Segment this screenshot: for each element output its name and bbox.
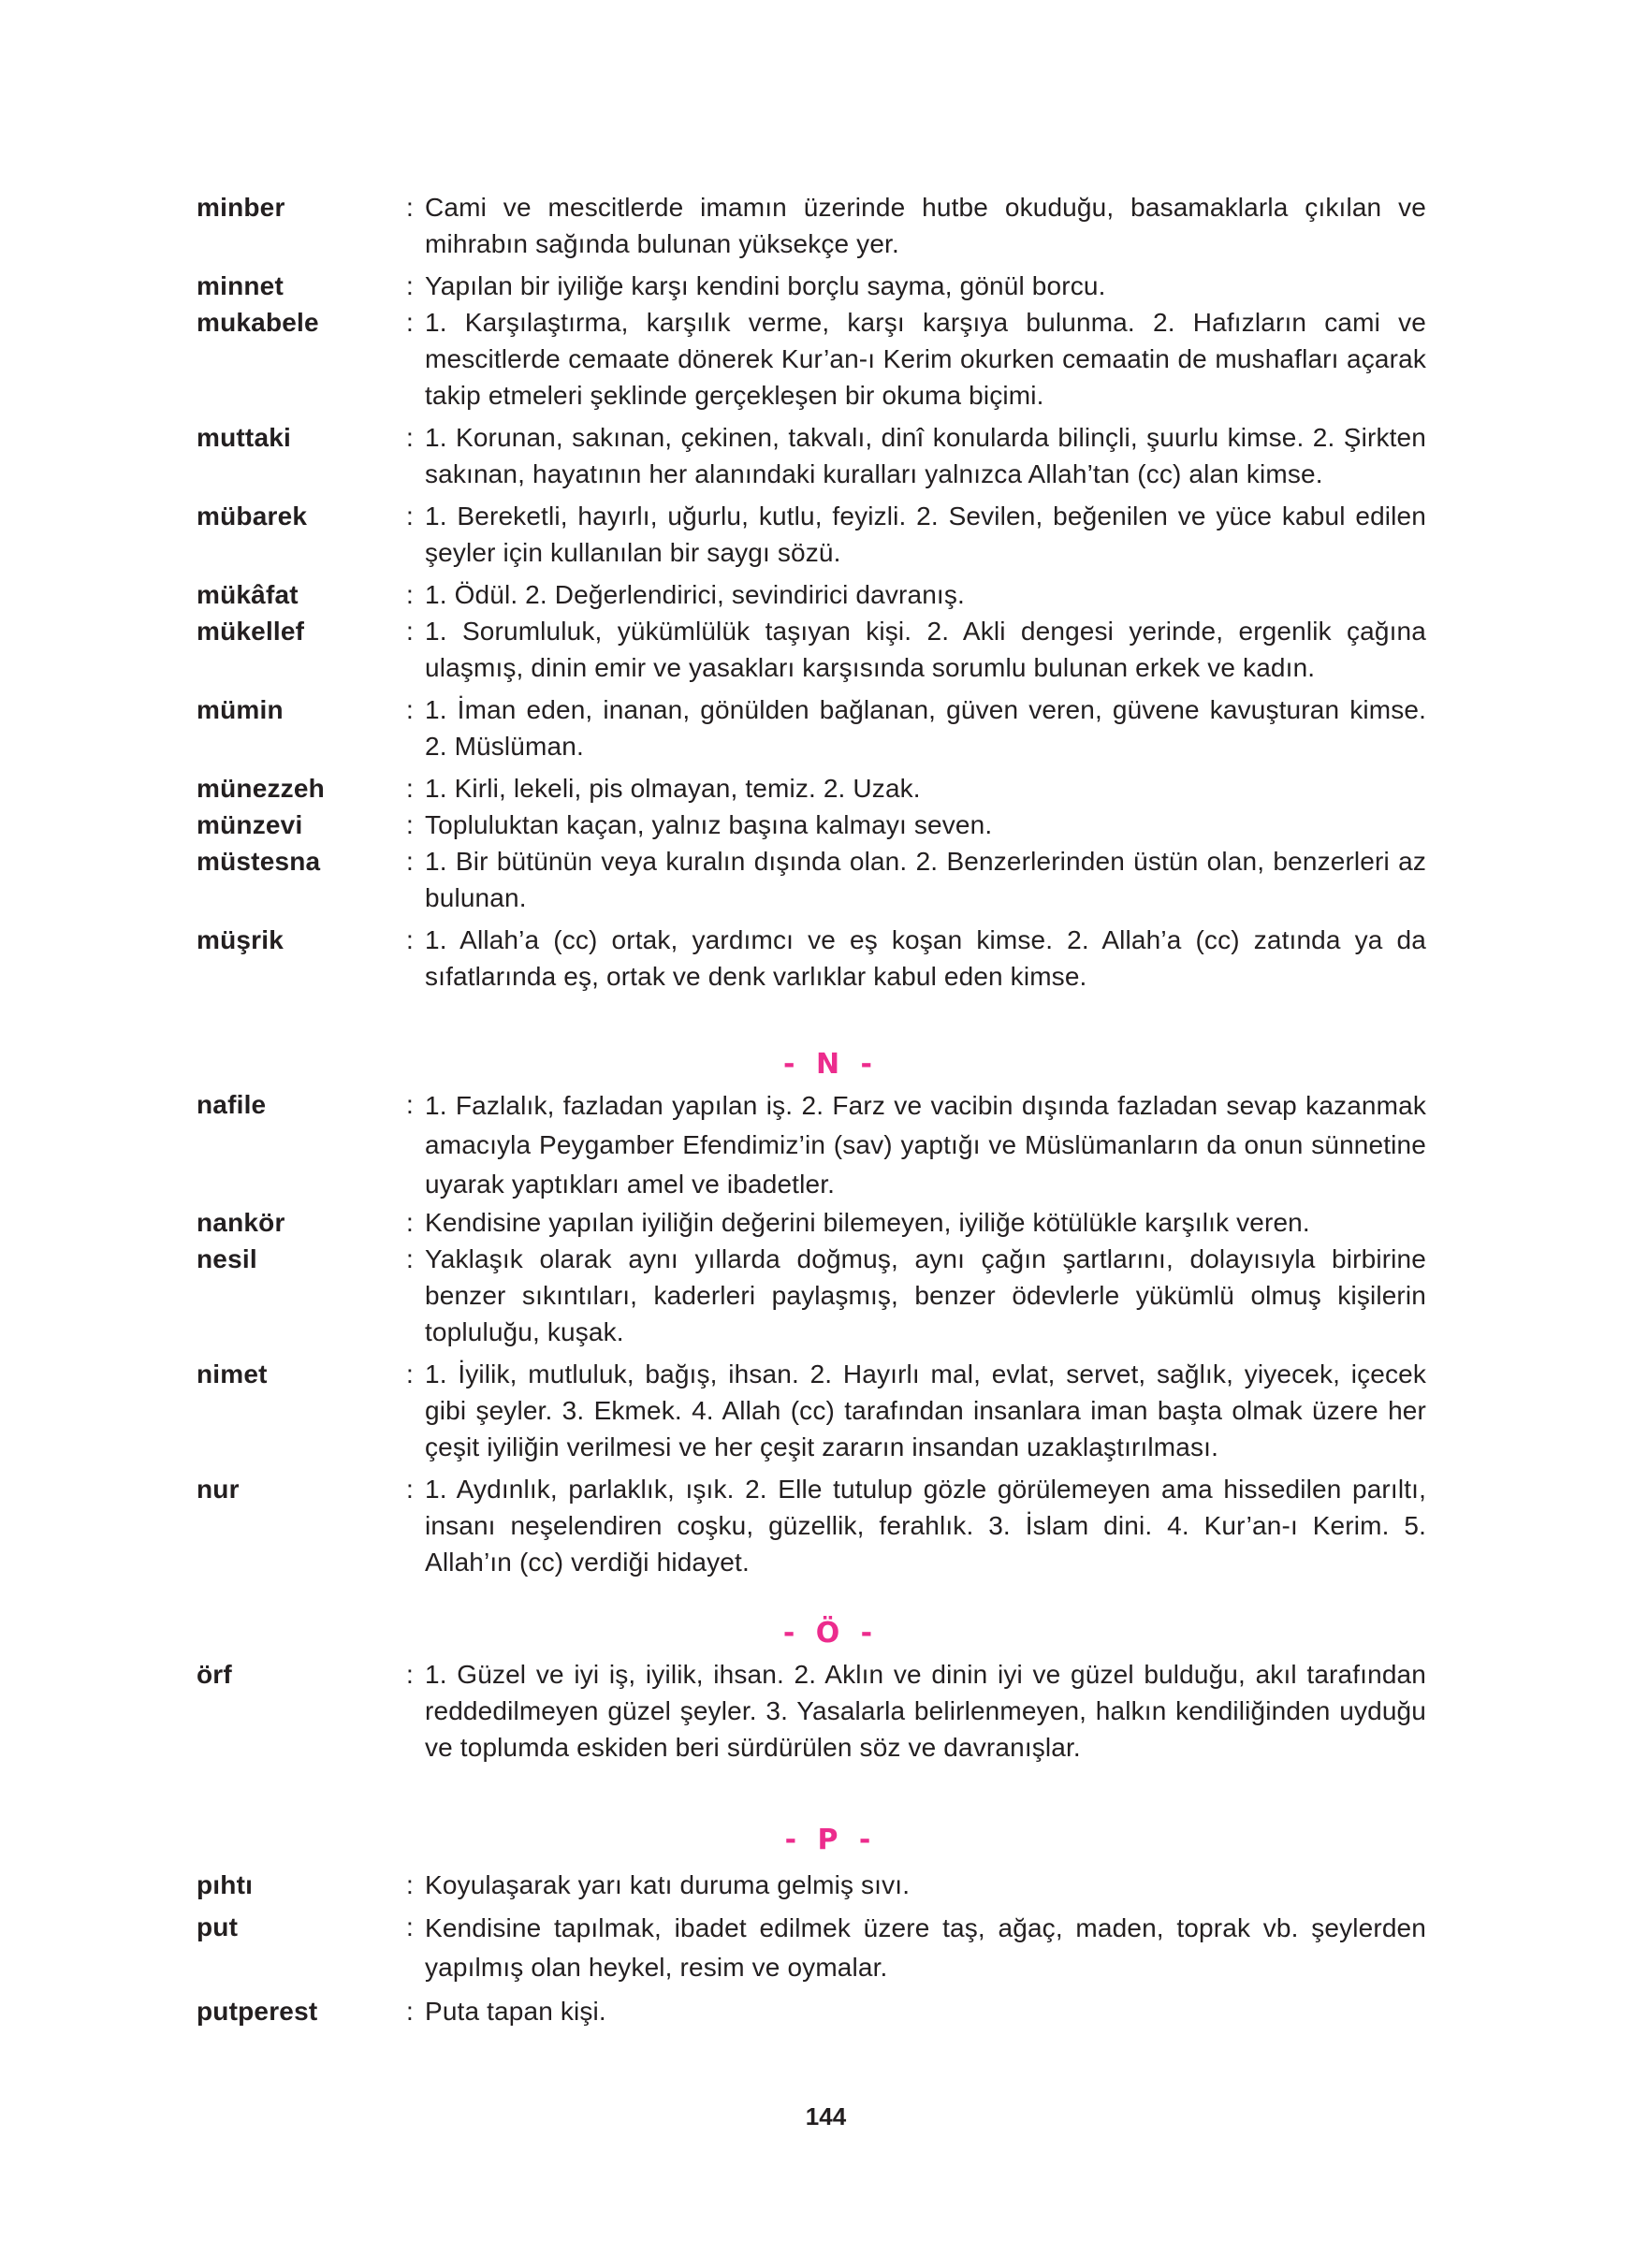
glossary-term: muttaki [197,423,291,452]
glossary-term: nur [197,1475,240,1504]
glossary-entry [0,1867,1633,1903]
glossary-entry [0,1909,1633,1987]
glossary-definition: : 1. Korunan, sakınan, çekinen, takvalı, dinî konularda bilinçli, şuurlu kimse. 2. Şirkten sakınan, hayatının her alanındaki kuralları yalnızca Allah’tan (cc) alan kimse. [406,419,1426,492]
glossary-entry [0,419,1633,492]
glossary-entry [0,576,1633,613]
glossary-definition: : 1. Allah’a (cc) ortak, yardımcı ve eş koşan kimse. 2. Allah’a (cc) zatında ya da sıfatlarında eş, ortak ve denk varlıklar kabul eden kimse. [406,922,1426,995]
definition-text: Kendisine yapılan iyiliğin değerini bilemeyen, iyiliğe kötülükle karşılık veren. [425,1208,1310,1237]
definition-text: 1. Aydınlık, parlaklık, ışık. 2. Elle tutulup gözle görülemeyen ama hissedilen parıltı, insanı neşelendiren coşku, güzellik, ferahlık. 3. İslam dini. 4. Kur’an-ı Kerim. 5. Allah’ın (cc) verdiği hidayet. [425,1475,1426,1577]
glossary-definition: : Yapılan bir iyiliğe karşı kendini borçlu sayma, gönül borcu. [406,268,1426,304]
definition-text: 1. Kirli, lekeli, pis olmayan, temiz. 2. Uzak. [425,774,921,803]
glossary-term: mümin [197,695,284,724]
glossary-definition: : Kendisine yapılan iyiliğin değerini bilemeyen, iyiliğe kötülükle karşılık veren. [406,1204,1426,1241]
definition-text: 1. Karşılaştırma, karşılık verme, karşı karşıya bulunma. 2. Hafızların cami ve mescitlerde cemaate dönerek Kur’an-ı Kerim okurken cemaatin de mushafları açarak takip etmeleri şeklinde gerçekleşen bir okuma biçimi. [425,308,1426,410]
definition-text: 1. Allah’a (cc) ortak, yardımcı ve eş koşan kimse. 2. Allah’a (cc) zatında ya da sıfatlarında eş, ortak ve denk varlıklar kabul eden kimse. [425,925,1426,991]
glossary-entry [0,304,1633,414]
glossary-entry [0,1086,1633,1204]
glossary-entry [0,770,1633,807]
glossary-term: nesil [197,1244,257,1273]
glossary-entry [0,807,1633,843]
glossary-term: mukabele [197,308,319,337]
glossary-term: müşrik [197,925,284,954]
definition-text: 1. Ödül. 2. Değerlendirici, sevindirici davranış. [425,580,965,609]
glossary-definition: : Cami ve mescitlerde imamın üzerinde hutbe okuduğu, basamaklarla çıkılan ve mihrabın sağında bulunan yüksekçe yer. [406,189,1426,262]
definition-text: Puta tapan kişi. [425,1997,606,2026]
glossary-entry [0,498,1633,571]
section-heading: - Ö - [782,1617,879,1650]
glossary-definition: : 1. İyilik, mutluluk, bağış, ihsan. 2. Hayırlı mal, evlat, servet, sağlık, yiyecek, içecek gibi şeyler. 3. Ekmek. 4. Allah (cc) tarafından insanlara iman başta olmak üzere her çeşit iyiliğin verilmesi ve her çeşit zararın insandan uzaklaştırılması. [406,1356,1426,1465]
glossary-entry [0,613,1633,686]
definition-text: Yaklaşık olarak aynı yıllarda doğmuş, aynı çağın şartlarını, dolayısıyla birbirine benzer sıkıntıları, kaderleri paylaşmış, benzer ödevlerle yükümlü olmuş kişilerin topluluğu, kuşak. [425,1244,1426,1346]
glossary-definition: : Topluluktan kaçan, yalnız başına kalmayı seven. [406,807,1426,843]
glossary-term: pıhtı [197,1870,254,1899]
definition-text: Topluluktan kaçan, yalnız başına kalmayı seven. [425,810,993,839]
glossary-entry [0,1993,1633,2029]
glossary-entry [0,1356,1633,1465]
definition-text: 1. Korunan, sakınan, çekinen, takvalı, dinî konularda bilinçli, şuurlu kimse. 2. Şirkten sakınan, hayatının her alanındaki kuralları yalnızca Allah’tan (cc) alan kimse. [425,423,1426,488]
glossary-term: münzevi [197,810,303,839]
section-heading: - P - [784,1824,877,1856]
glossary-definition: : 1. Karşılaştırma, karşılık verme, karşı karşıya bulunma. 2. Hafızların cami ve mescitlerde cemaate dönerek Kur’an-ı Kerim okurken cemaatin de mushafları açarak takip etmeleri şeklinde gerçekleşen bir okuma biçimi. [406,304,1426,414]
glossary-term: mükellef [197,617,305,646]
glossary-term: nafile [197,1090,267,1119]
glossary-definition: : 1. Sorumluluk, yükümlülük taşıyan kişi. 2. Akli dengesi yerinde, ergenlik çağına ulaşmış, dinin emir ve yasakları karşısında sorumlu bulunan erkek ve kadın. [406,613,1426,686]
definition-text: Kendisine tapılmak, ibadet edilmek üzere taş, ağaç, maden, toprak vb. şeylerden yapılmış olan heykel, resim ve oymalar. [425,1913,1426,1982]
glossary-term: örf [197,1660,232,1689]
glossary-section-m [0,189,1633,995]
glossary-term: put [197,1912,239,1941]
section-heading: - N - [783,1048,878,1081]
glossary-term: minnet [197,271,284,300]
glossary-definition: : Puta tapan kişi. [406,1993,1426,2029]
glossary-entry [0,691,1633,764]
glossary-entry [0,1241,1633,1350]
glossary-definition: : 1. Aydınlık, parlaklık, ışık. 2. Elle tutulup gözle görülemeyen ama hissedilen parıltı, insanı neşelendiren coşku, güzellik, ferahlık. 3. İslam dini. 4. Kur’an-ı Kerim. 5. Allah’ın (cc) verdiği hidayet. [406,1471,1426,1580]
glossary-term: minber [197,193,285,222]
glossary-term: mübarek [197,502,308,531]
definition-text: Koyulaşarak yarı katı duruma gelmiş sıvı. [425,1870,911,1899]
definition-text: Yapılan bir iyiliğe karşı kendini borçlu sayma, gönül borcu. [425,271,1106,300]
definition-text: Cami ve mescitlerde imamın üzerinde hutbe okuduğu, basamaklarla çıkılan ve mihrabın sağında bulunan yüksekçe yer. [425,193,1426,258]
glossary-definition: : 1. Ödül. 2. Değerlendirici, sevindirici davranış. [406,576,1426,613]
glossary-definition: : Yaklaşık olarak aynı yıllarda doğmuş, aynı çağın şartlarını, dolayısıyla birbirine benzer sıkıntıları, kaderleri paylaşmış, benzer ödevlerle yükümlü olmuş kişilerin topluluğu, kuşak. [406,1241,1426,1350]
glossary-term: nankör [197,1208,285,1237]
glossary-entry [0,268,1633,304]
glossary-section-p [0,1822,1633,2029]
page-number: 144 [805,2102,847,2130]
definition-text: 1. Bereketli, hayırlı, uğurlu, kutlu, feyizli. 2. Sevilen, beğenilen ve yüce kabul edilen şeyler için kullanılan bir saygı sözü. [425,502,1426,567]
glossary-entry [0,1656,1633,1766]
glossary-definition: : 1. Fazlalık, fazladan yapılan iş. 2. Farz ve vacibin dışında fazladan sevap kazanmak amacıyla Peygamber Efendimiz’in (sav) yaptığı ve Müslümanların da onun sünnetine uyarak yaptıkları amel ve ibadetler. [406,1086,1426,1204]
glossary-definition: : 1. Kirli, lekeli, pis olmayan, temiz. 2. Uzak. [406,770,1426,807]
definition-text: 1. Fazlalık, fazladan yapılan iş. 2. Farz ve vacibin dışında fazladan sevap kazanmak amacıyla Peygamber Efendimiz’in (sav) yaptığı ve Müslümanların da onun sünnetine uyarak yaptıkları amel ve ibadetler. [425,1091,1426,1199]
glossary-term: müstesna [197,847,321,876]
glossary-definition: : 1. Bereketli, hayırlı, uğurlu, kutlu, feyizli. 2. Sevilen, beğenilen ve yüce kabul edilen şeyler için kullanılan bir saygı sözü. [406,498,1426,571]
definition-text: 1. Sorumluluk, yükümlülük taşıyan kişi. 2. Akli dengesi yerinde, ergenlik çağına ulaşmış, dinin emir ve yasakları karşısında sorumlu bulunan erkek ve kadın. [425,617,1426,682]
glossary-term: münezzeh [197,774,325,803]
glossary-entry [0,843,1633,916]
glossary-entry [0,1204,1633,1241]
definition-text: 1. İyilik, mutluluk, bağış, ihsan. 2. Hayırlı mal, evlat, servet, sağlık, yiyecek, içecek gibi şeyler. 3. Ekmek. 4. Allah (cc) tarafından insanlara iman başta olmak üzere her çeşit iyiliğin verilmesi ve her çeşit zararın insandan uzaklaştırılması. [425,1359,1426,1461]
definition-text: 1. Bir bütünün veya kuralın dışında olan. 2. Benzerlerinden üstün olan, benzerleri az bulunan. [425,847,1426,912]
glossary-section-o [0,1615,1633,1766]
glossary-definition: : Koyulaşarak yarı katı duruma gelmiş sıvı. [406,1867,1426,1903]
glossary-definition: : 1. İman eden, inanan, gönülden bağlanan, güven veren, güvene kavuşturan kimse. 2. Müslüman. [406,691,1426,764]
glossary-definition: : 1. Bir bütünün veya kuralın dışında olan. 2. Benzerlerinden üstün olan, benzerleri az bulunan. [406,843,1426,916]
glossary-definition: : 1. Güzel ve iyi iş, iyilik, ihsan. 2. Aklın ve dinin iyi ve güzel bulduğu, akıl tarafından reddedilmeyen güzel şeyler. 3. Yasalarla belirlenmeyen, halkın kendiliğinden uyduğu ve toplumda eskiden beri sürdürülen söz ve davranışlar. [406,1656,1426,1766]
glossary-section-n [0,1046,1633,1580]
glossary-term: nimet [197,1359,268,1388]
glossary-entry [0,189,1633,262]
glossary-term: mükâfat [197,580,299,609]
definition-text: 1. İman eden, inanan, gönülden bağlanan, güven veren, güvene kavuşturan kimse. 2. Müslüman. [425,695,1426,761]
glossary-entry [0,1471,1633,1580]
glossary-term: putperest [197,1997,318,2026]
glossary-definition: : Kendisine tapılmak, ibadet edilmek üzere taş, ağaç, maden, toprak vb. şeylerden yapılmış olan heykel, resim ve oymalar. [406,1909,1426,1987]
definition-text: 1. Güzel ve iyi iş, iyilik, ihsan. 2. Aklın ve dinin iyi ve güzel bulduğu, akıl tarafından reddedilmeyen güzel şeyler. 3. Yasalarla belirlenmeyen, halkın kendiliğinden uyduğu ve toplumda eskiden beri sürdürülen söz ve davranışlar. [425,1660,1426,1762]
glossary-entry [0,922,1633,995]
